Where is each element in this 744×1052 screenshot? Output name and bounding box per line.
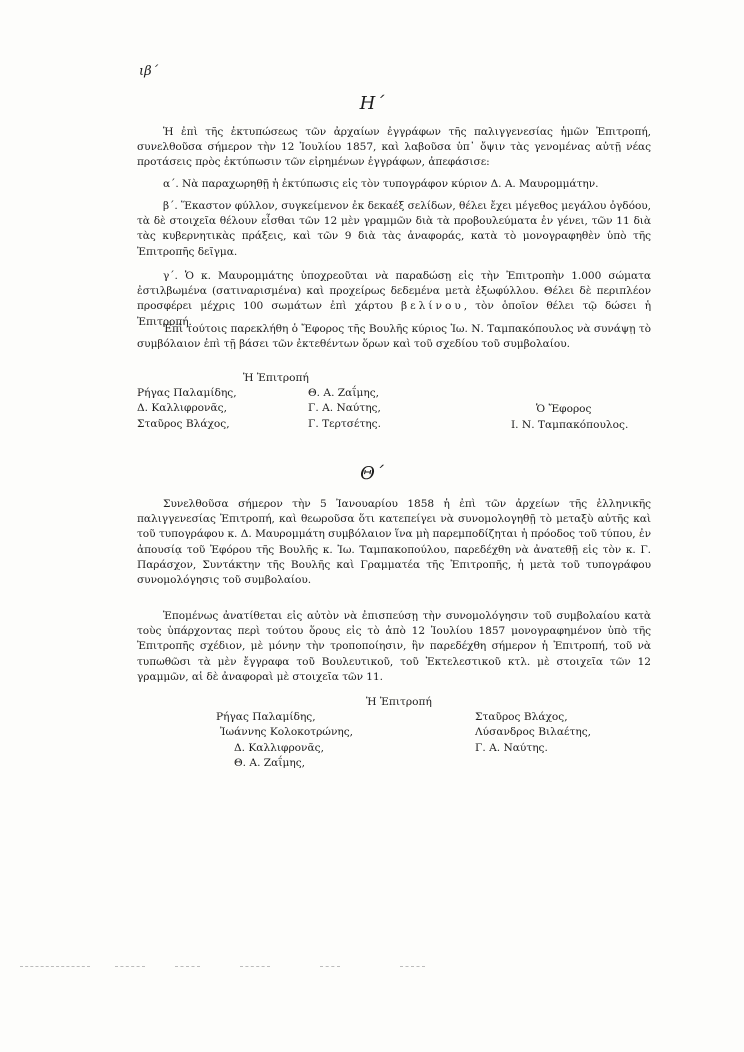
paragraph-clause-a: α΄. Νὰ παραχωρηθῇ ἡ ἐκτύπωσις εἰς τὸν τυπογράφον κύριον Δ. Α. Μαυρομμάτην. [163,178,599,190]
section-heading-theta: Θ΄ [360,463,384,484]
signer: Γ. Α. Ναύτης, [308,402,381,415]
committee-label-th: Ἡ Ἐπιτροπή [366,696,432,708]
signers-col1-th [216,710,353,772]
paragraph-meeting: Συνελθοῦσα σήμερον τὴν 5 Ἰανουαρίου 1858 ἡ ἐπὶ τῶν ἀρχείων τῆς ἑλληνικῆς παλιγγενεσίας Ἐπιτροπή, καὶ θεωροῦσα ὅτι κατεπείγει νὰ συνομολογηθῇ τὸ μεταξὺ αὐτῆς καὶ τοῦ τυπογράφου κ. Δ. Μαυρομμάτη συμβόλαιον ἵνα μὴ παρεμποδίζηται ἡ πρόοδος τοῦ τύπου, ἐν ἀπουσίᾳ τοῦ Ἐφόρου τῆς Βουλῆς κ. Ἰω. Ταμπακοπούλου, παρεδέχθη νὰ ἀνατεθῇ εἰς τὸν κ. Γ. Παράσχον, Συντάκτην τῆς Βουλῆς καὶ Γραμματέα τῆς Ἐπιτροπῆς, ἡ μετὰ τοῦ τυπογράφου συνομολόγησις τοῦ συμβολαίου. [137,498,651,587]
page-number: ιβ΄ [139,64,159,79]
scan-mark [240,966,270,967]
clause-c-text: γ΄. Ὁ κ. Μαυρομμάτης ὑποχρεοῦται νὰ παραδώσῃ εἰς τὴν Ἐπιτροπὴν 1.000 σώματα ἐστιλβωμένα (σατιναρισμένα) καὶ προχείρως δεδεμένα μετὰ ἐξωφύλλου. Θέλει δὲ περιπλέον προσφέρει μέχρις 100 σωμάτων ἐπὶ χάρτου [137,270,651,313]
signer: Ἰωάννης Κολοκοτρώνης, [220,726,354,739]
signer: Θ. Α. Ζαΐμης, [308,387,380,399]
paragraph-ephor-note: Ἐπὶ τούτοις παρεκλήθη ὁ Ἔφορος τῆς Βουλῆς κύριος Ἰω. Ν. Ταμπακόπουλος νὰ συνάψῃ τὸ συμβόλαιον ἐπὶ τῇ βάσει τῶν ἐκτεθέντων ὅρων καὶ τοῦ σχεδίου τοῦ συμβολαίου. [137,323,651,351]
signers-col2-th [475,710,591,756]
signer: Ρήγας Παλαμίδης, [216,711,316,723]
scan-mark [20,966,90,967]
signer: Σταῦρος Βλάχος, [475,711,568,723]
signer: Σταῦρος Βλάχος, [137,417,230,430]
clause-c-end: , τὸν ὁποῖον θέλει τῷ δώσει ἡ Ἐπιτροπή. [137,300,652,328]
signer: Θ. Α. Ζαΐμης, [234,757,306,770]
committee-label-h: Ἡ Ἐπιτροπή [243,372,309,384]
scan-mark [400,966,425,967]
scan-mark [320,966,340,967]
signer: Γ. Α. Ναύτης. [475,741,548,754]
signers-col2-h [308,386,381,432]
scan-mark [115,966,145,967]
paragraph-assignment: Ἑπομένως ἀνατίθεται εἰς αὐτὸν νὰ ἐπισπεύσῃ τὴν συνομολόγησιν τοῦ συμβολαίου κατὰ τοὺς ὑπάρχοντας περὶ τούτου ὅρους εἰς τὸ ἀπὸ 12 Ἰουλίου 1857 μονογραφημένον ὑπὸ τῆς Ἐπιτροπῆς σχέδιον, μὲ μόνην τὴν τροποποίησιν, ἣν παρεδέχθη σήμερον ἡ Ἐπιτροπή, τοῦ νὰ τυπωθῶσι τὰ μὲν ἔγγραφα τοῦ Βουλευτικοῦ, τοῦ Ἐκτελεστικοῦ κτλ. μὲ στοιχεῖα τῶν 12 γραμμῶν, αἱ δὲ ἀναφοραὶ μὲ στοιχεῖα τῶν 11. [137,610,651,683]
signer: Δ. Καλλιφρονᾶς, [234,741,324,754]
signer: Γ. Τερτσέτης. [308,417,381,430]
ephor-title: Ὁ Ἔφορος [536,403,592,415]
section-heading-h: Η΄ [359,93,385,114]
ephor-name: Ι. Ν. Ταμπακόπουλος. [511,419,629,431]
paragraph-clause-c [137,269,651,330]
paragraph-intro: Ἡ ἐπὶ τῆς ἐκτυπώσεως τῶν ἀρχαίων ἐγγράφων τῆς παλιγγενεσίας ἡμῶν Ἐπιτροπή, συνελθοῦσα σήμερον τὴν 12 Ἰουλίου 1857, καὶ λαβοῦσα ὑπ᾽ ὄψιν τὰς γενομένας αὐτῇ νέας προτάσεις πρὸς ἐκτύπωσιν τῶν εἰρημένων ἐγγράφων, ἀπεφάσισε: [137,126,651,169]
signer: Δ. Καλλιφρονᾶς, [137,402,227,415]
scan-mark [175,966,200,967]
paragraph-clause-b: β΄. Ἕκαστον φύλλον, συγκείμενον ἐκ δεκαέξ σελίδων, θέλει ἔχει μέγεθος μεγάλου ὀγδόου, τὰ δὲ στοιχεῖα θέλουν εἶσθαι τῶν 12 μὲν γραμμῶν διὰ τὰ προβουλεύματα ἐν γένει, τῶν 11 διὰ τὰς κυβερνητικὰς πράξεις, καὶ τῶν 9 διὰ τὰς ἀναφοράς, κατὰ τὸ μονογραφηθὲν ὑπὸ τῆς Ἐπιτροπῆς δεῖγμα. [137,200,651,258]
clause-c-spaced-word: βελίνου [401,300,464,313]
signer: Λύσανδρος Βιλαέτης, [475,726,592,739]
signer: Ρήγας Παλαμίδης, [137,387,237,399]
signers-col1-h [137,386,237,432]
